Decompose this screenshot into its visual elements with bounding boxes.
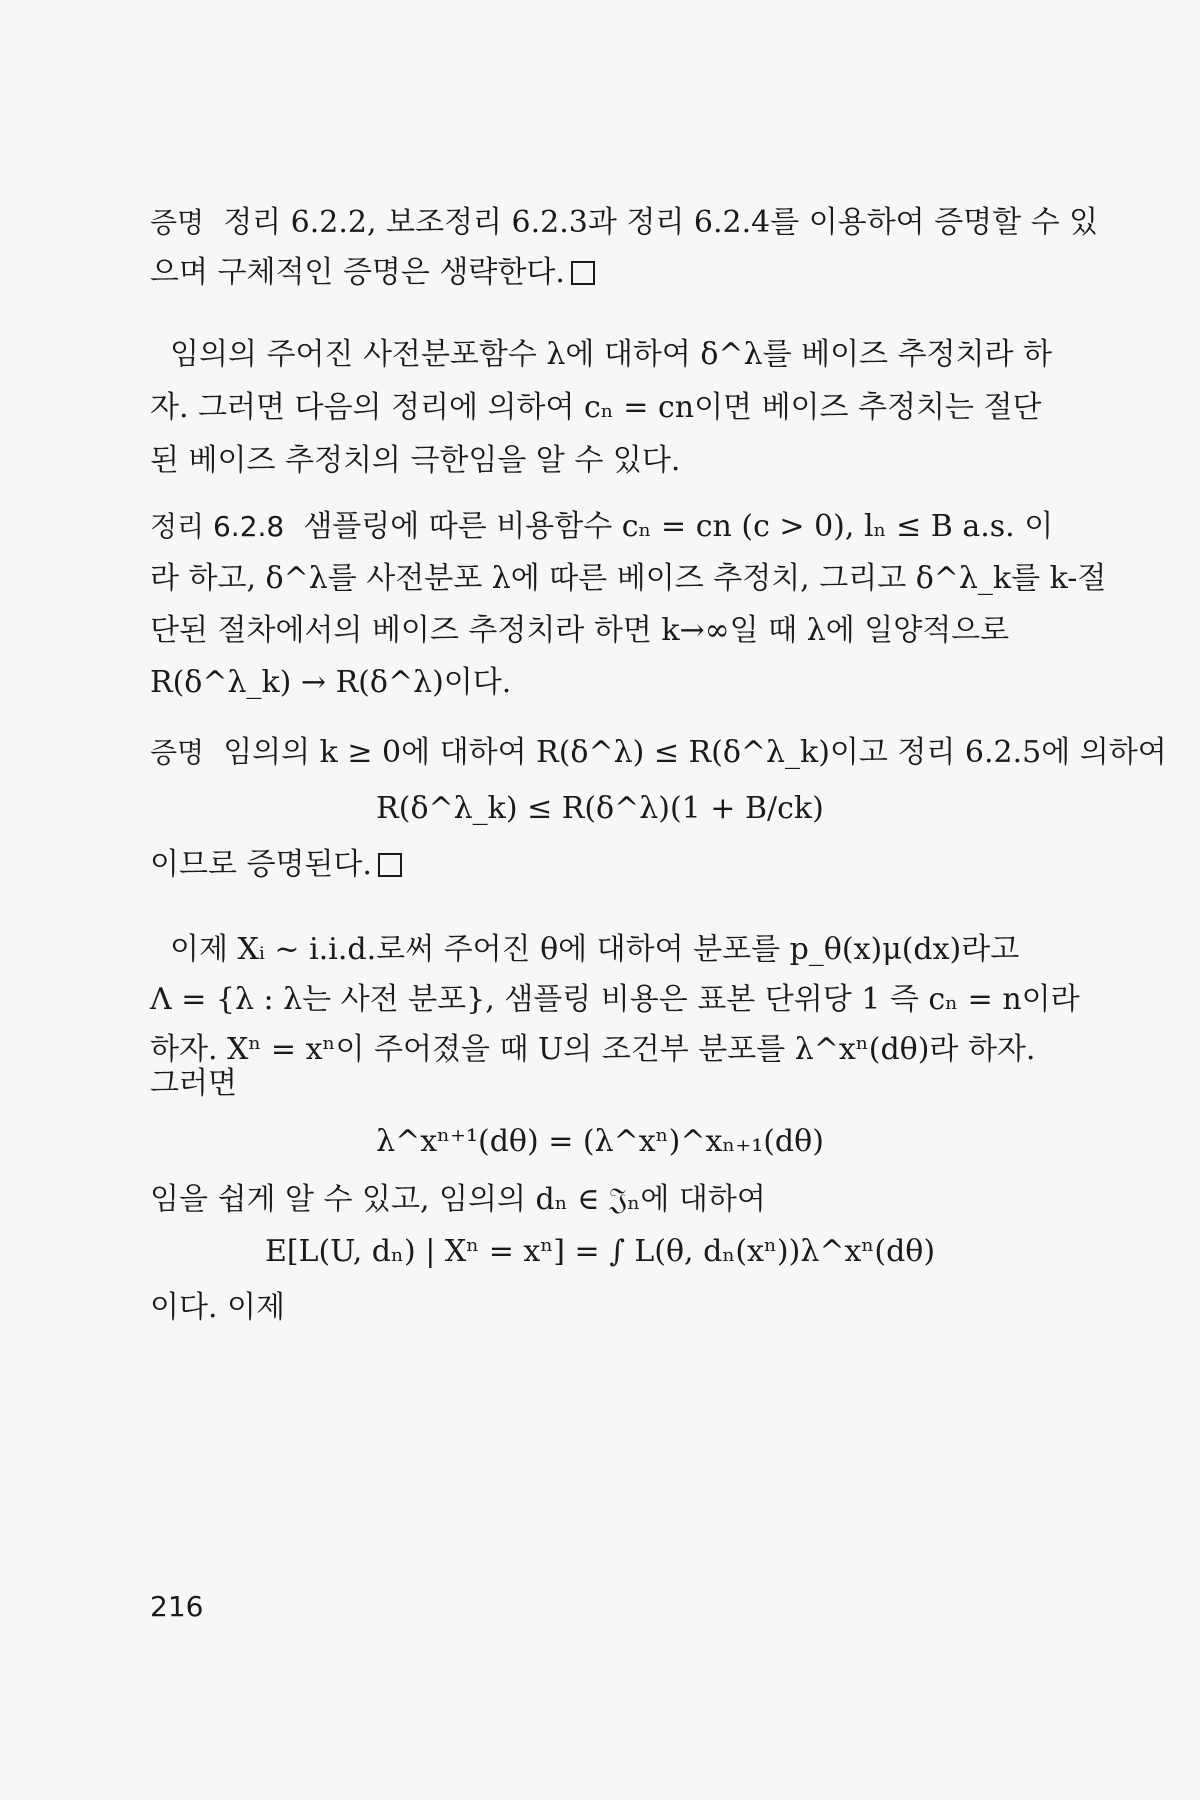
qed-box-icon <box>378 853 402 877</box>
theorem-line: R(δ^λ_k) → R(δ^λ)이다. <box>150 665 512 700</box>
paragraph-line: 된 베이즈 추정치의 극한임을 알 수 있다. <box>150 443 681 478</box>
proof-text-line: 이므로 증명된다. <box>150 847 372 882</box>
theorem-heading: 정리 6.2.8 <box>150 510 285 543</box>
posterior-update-equation: λ^xⁿ⁺¹(dθ) = (λ^xⁿ)^xₙ₊₁(dθ) <box>376 1124 824 1159</box>
proof-text-line: 으며 구체적인 증명은 생략한다. <box>150 255 565 290</box>
paragraph-line: 이다. 이제 <box>150 1290 285 1325</box>
theorem-line: 라 하고, δ^λ를 사전분포 λ에 따른 베이즈 추정치, 그리고 δ^λ_k를 k-절 <box>150 561 1107 596</box>
paragraph-line: 임의의 주어진 사전분포함수 λ에 대하여 δ^λ를 베이즈 추정치라 하 <box>170 337 1053 372</box>
paragraph-line: 하자. Xⁿ = xⁿ이 주어졌을 때 U의 조건부 분포를 λ^xⁿ(dθ)라 하자. <box>150 1032 1036 1067</box>
proof-heading: 증명 <box>150 206 205 239</box>
qed-box-icon <box>571 261 595 285</box>
expected-loss-equation: E[L(U, dₙ) | Xⁿ = xⁿ] = ∫ L(θ, dₙ(xⁿ))λ^xⁿ(dθ) <box>264 1234 936 1269</box>
theorem-line: 샘플링에 따른 비용함수 cₙ = cn (c > 0), lₙ ≤ B a.s. 이 <box>303 509 1054 544</box>
paragraph-line: 자. 그러면 다음의 정리에 의하여 cₙ = cn이면 베이즈 추정치는 절단 <box>150 390 1042 425</box>
paragraph-line: 그러면 <box>150 1066 237 1101</box>
page-number: 216 <box>150 1590 204 1623</box>
inequality-equation: R(δ^λ_k) ≤ R(δ^λ)(1 + B/ck) <box>376 791 824 826</box>
proof-heading: 증명 <box>150 736 205 769</box>
proof-text-line: 임의의 k ≥ 0에 대하여 R(δ^λ) ≤ R(δ^λ_k)이고 정리 6.2.5에 의하여 <box>223 735 1167 770</box>
paragraph-line: 임을 쉽게 알 수 있고, 임의의 dₙ ∈ 𝔍ₙ에 대하여 <box>150 1182 766 1217</box>
paragraph-line: 이제 Xᵢ ~ i.i.d.로써 주어진 θ에 대하여 분포를 p_θ(x)μ(dx)라고 <box>170 932 1020 967</box>
paragraph-line: Λ = {λ : λ는 사전 분포}, 샘플링 비용은 표본 단위당 1 즉 cₙ = n이라 <box>150 982 1080 1017</box>
theorem-line: 단된 절차에서의 베이즈 추정치라 하면 k→∞일 때 λ에 일양적으로 <box>150 613 1010 648</box>
proof-text-line: 정리 6.2.2, 보조정리 6.2.3과 정리 6.2.4를 이용하여 증명할 수 있 <box>223 205 1099 240</box>
page-body <box>150 0 1167 1800</box>
